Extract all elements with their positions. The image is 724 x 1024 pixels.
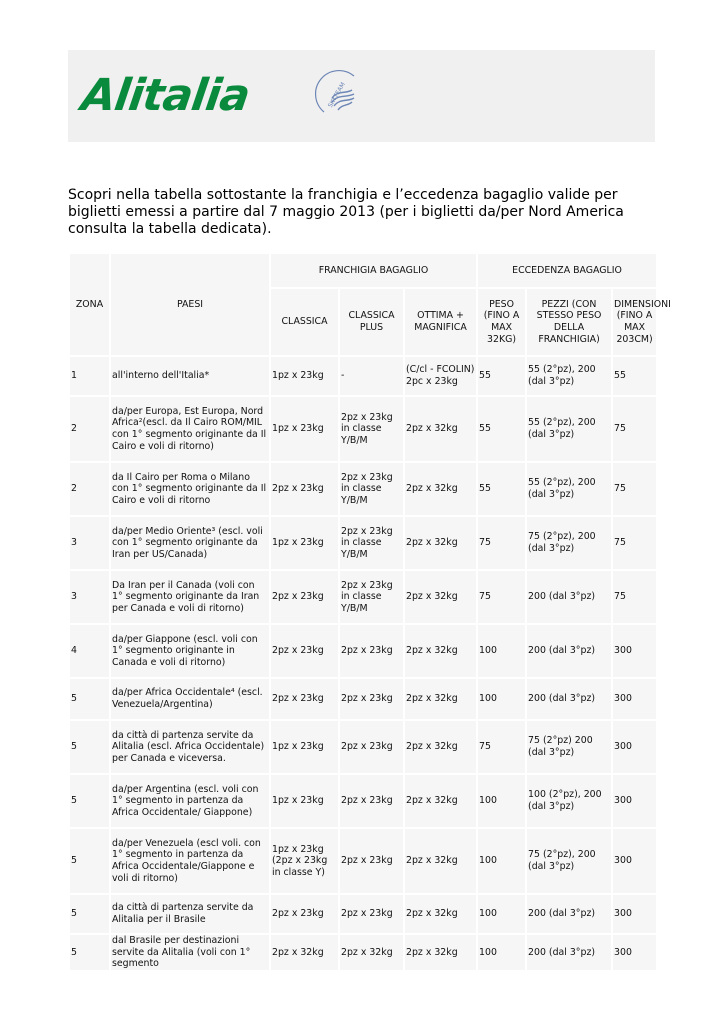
cell-paesi: Da Iran per il Canada (voli con 1° segmento originante da Iran per Canada e voli di ritorno)	[111, 571, 269, 623]
cell-classica-plus: 2pz x 23kg	[340, 895, 403, 933]
table-row	[70, 463, 656, 515]
header-ottima: OTTIMA + MAGNIFICA	[405, 289, 476, 355]
cell-dimensioni: 300	[613, 935, 656, 970]
table-row	[70, 397, 656, 461]
cell-paesi: da/per Venezuela (escl voli. con 1° segmento in partenza da Africa Occidentale/Giappone e voli di ritorno)	[111, 829, 269, 893]
cell-pezzi: 75 (2°pz) 200 (dal 3°pz)	[527, 721, 611, 773]
cell-dimensioni: 300	[613, 679, 656, 719]
cell-classica: 2pz x 23kg	[271, 625, 338, 677]
cell-peso: 100	[478, 775, 525, 827]
cell-zona: 5	[70, 775, 109, 827]
cell-classica: 1pz x 23kg	[271, 517, 338, 569]
header-zona: ZONA	[70, 254, 109, 355]
cell-classica-plus: 2pz x 23kg in classe Y/B/M	[340, 463, 403, 515]
cell-paesi: dal Brasile per destinazioni servite da Alitalia (voli con 1° segmento	[111, 935, 269, 970]
cell-pezzi: 55 (2°pz), 200 (dal 3°pz)	[527, 357, 611, 395]
cell-classica-plus: 2pz x 23kg	[340, 679, 403, 719]
cell-ottima: 2pz x 32kg	[405, 935, 476, 970]
cell-classica: 1pz x 23kg	[271, 397, 338, 461]
header-paesi: PAESI	[111, 254, 269, 355]
table-row	[70, 357, 656, 395]
cell-zona: 1	[70, 357, 109, 395]
cell-paesi: da città di partenza servite da Alitalia (escl. Africa Occidentale) per Canada e viceversa.	[111, 721, 269, 773]
cell-classica: 1pz x 23kg (2pz x 23kg in classe Y)	[271, 829, 338, 893]
baggage-table	[68, 252, 671, 972]
cell-zona: 5	[70, 829, 109, 893]
cell-pezzi: 75 (2°pz), 200 (dal 3°pz)	[527, 829, 611, 893]
cell-zona: 5	[70, 721, 109, 773]
cell-zona: 5	[70, 895, 109, 933]
cell-paesi: da/per Medio Oriente³ (escl. voli con 1° segmento originante da Iran per US/Canada)	[111, 517, 269, 569]
cell-dimensioni: 300	[613, 829, 656, 893]
cell-ottima: 2pz x 32kg	[405, 463, 476, 515]
header-band	[68, 50, 655, 142]
cell-classica: 1pz x 23kg	[271, 775, 338, 827]
cell-ottima: 2pz x 32kg	[405, 679, 476, 719]
cell-classica: 1pz x 23kg	[271, 721, 338, 773]
cell-peso: 100	[478, 625, 525, 677]
cell-paesi: da/per Argentina (escl. voli con 1° segmento in partenza da Africa Occidentale/ Giappone)	[111, 775, 269, 827]
cell-classica-plus: -	[340, 357, 403, 395]
cell-pezzi: 55 (2°pz), 200 (dal 3°pz)	[527, 463, 611, 515]
cell-peso: 100	[478, 935, 525, 970]
header-dimensioni: DIMENSIONI (FINO A MAX 203CM)	[613, 289, 656, 355]
cell-zona: 4	[70, 625, 109, 677]
cell-pezzi: 200 (dal 3°pz)	[527, 571, 611, 623]
cell-dimensioni: 75	[613, 397, 656, 461]
table-row	[70, 571, 656, 623]
cell-ottima: 2pz x 32kg	[405, 397, 476, 461]
cell-ottima: 2pz x 32kg	[405, 517, 476, 569]
cell-classica: 2pz x 23kg	[271, 463, 338, 515]
cell-dimensioni: 300	[613, 625, 656, 677]
cell-zona: 3	[70, 571, 109, 623]
cell-dimensioni: 300	[613, 895, 656, 933]
intro-paragraph: Scopri nella tabella sottostante la franchigia e l’eccedenza bagaglio valide per biglietti emessi a partire dal 7 maggio 2013 (per i biglietti da/per Nord America consulta la tabella dedicata).	[68, 187, 624, 237]
cell-peso: 100	[478, 829, 525, 893]
cell-classica-plus: 2pz x 23kg in classe Y/B/M	[340, 397, 403, 461]
cell-ottima: 2pz x 32kg	[405, 775, 476, 827]
header-peso: PESO (FINO A MAX 32KG)	[478, 289, 525, 355]
cell-pezzi: 200 (dal 3°pz)	[527, 895, 611, 933]
cell-ottima: 2pz x 32kg	[405, 895, 476, 933]
cell-paesi: da/per Giappone (escl. voli con 1° segmento originante in Canada e voli di ritorno)	[111, 625, 269, 677]
cell-paesi: da Il Cairo per Roma o Milano con 1° segmento originante da Il Cairo e voli di ritorno	[111, 463, 269, 515]
cell-classica-plus: 2pz x 32kg	[340, 935, 403, 970]
cell-pezzi: 75 (2°pz), 200 (dal 3°pz)	[527, 517, 611, 569]
header-classica-plus: CLASSICA PLUS	[340, 289, 403, 355]
cell-zona: 3	[70, 517, 109, 569]
cell-ottima: 2pz x 32kg	[405, 571, 476, 623]
cell-peso: 75	[478, 571, 525, 623]
cell-classica-plus: 2pz x 23kg in classe Y/B/M	[340, 517, 403, 569]
cell-ottima: 2pz x 32kg	[405, 625, 476, 677]
cell-zona: 5	[70, 935, 109, 970]
cell-classica-plus: 2pz x 23kg	[340, 625, 403, 677]
cell-dimensioni: 75	[613, 571, 656, 623]
cell-pezzi: 200 (dal 3°pz)	[527, 625, 611, 677]
cell-paesi: da città di partenza servite da Alitalia per il Brasile	[111, 895, 269, 933]
cell-peso: 55	[478, 397, 525, 461]
skyteam-emblem-icon	[316, 68, 366, 124]
table-row	[70, 517, 656, 569]
cell-classica-plus: 2pz x 23kg	[340, 721, 403, 773]
cell-classica-plus: 2pz x 23kg	[340, 775, 403, 827]
table-row	[70, 895, 656, 933]
cell-peso: 55	[478, 357, 525, 395]
cell-pezzi: 200 (dal 3°pz)	[527, 679, 611, 719]
cell-peso: 100	[478, 895, 525, 933]
cell-peso: 75	[478, 721, 525, 773]
cell-pezzi: 55 (2°pz), 200 (dal 3°pz)	[527, 397, 611, 461]
cell-classica: 2pz x 23kg	[271, 679, 338, 719]
header-franchigia: FRANCHIGIA BAGAGLIO	[271, 254, 476, 287]
table-row	[70, 935, 656, 970]
cell-dimensioni: 75	[613, 463, 656, 515]
cell-classica: 1pz x 23kg	[271, 357, 338, 395]
cell-classica-plus: 2pz x 23kg in classe Y/B/M	[340, 571, 403, 623]
cell-classica: 2pz x 32kg	[271, 935, 338, 970]
cell-peso: 100	[478, 679, 525, 719]
cell-paesi: da/per Europa, Est Europa, Nord Africa²(escl. da Il Cairo ROM/MIL con 1° segmento originante da Il Cairo e voli di ritorno)	[111, 397, 269, 461]
cell-peso: 75	[478, 517, 525, 569]
alitalia-logo: Alitalia	[78, 70, 253, 121]
table-row	[70, 625, 656, 677]
cell-peso: 55	[478, 463, 525, 515]
svg-text:SKYTEAM: SKYTEAM	[326, 81, 347, 109]
header-classica: CLASSICA	[271, 289, 338, 355]
cell-pezzi: 100 (2°pz), 200 (dal 3°pz)	[527, 775, 611, 827]
cell-ottima: 2pz x 32kg	[405, 829, 476, 893]
table-row	[70, 829, 656, 893]
table-row	[70, 679, 656, 719]
cell-dimensioni: 300	[613, 721, 656, 773]
cell-classica: 2pz x 23kg	[271, 571, 338, 623]
table-row	[70, 721, 656, 773]
cell-classica: 2pz x 23kg	[271, 895, 338, 933]
cell-zona: 2	[70, 397, 109, 461]
table-row	[70, 775, 656, 827]
cell-ottima: 2pz x 32kg	[405, 721, 476, 773]
cell-paesi: da/per Africa Occidentale⁴ (escl. Venezuela/Argentina)	[111, 679, 269, 719]
header-pezzi: PEZZI (CON STESSO PESO DELLA FRANCHIGIA)	[527, 289, 611, 355]
cell-zona: 2	[70, 463, 109, 515]
cell-dimensioni: 300	[613, 775, 656, 827]
cell-pezzi: 200 (dal 3°pz)	[527, 935, 611, 970]
cell-paesi: all'interno dell'Italia*	[111, 357, 269, 395]
cell-ottima: (C/cl - FCOLIN) 2pc x 23kg	[405, 357, 476, 395]
cell-classica-plus: 2pz x 23kg	[340, 829, 403, 893]
cell-dimensioni: 55	[613, 357, 656, 395]
cell-dimensioni: 75	[613, 517, 656, 569]
cell-zona: 5	[70, 679, 109, 719]
header-eccedenza: ECCEDENZA BAGAGLIO	[478, 254, 656, 287]
